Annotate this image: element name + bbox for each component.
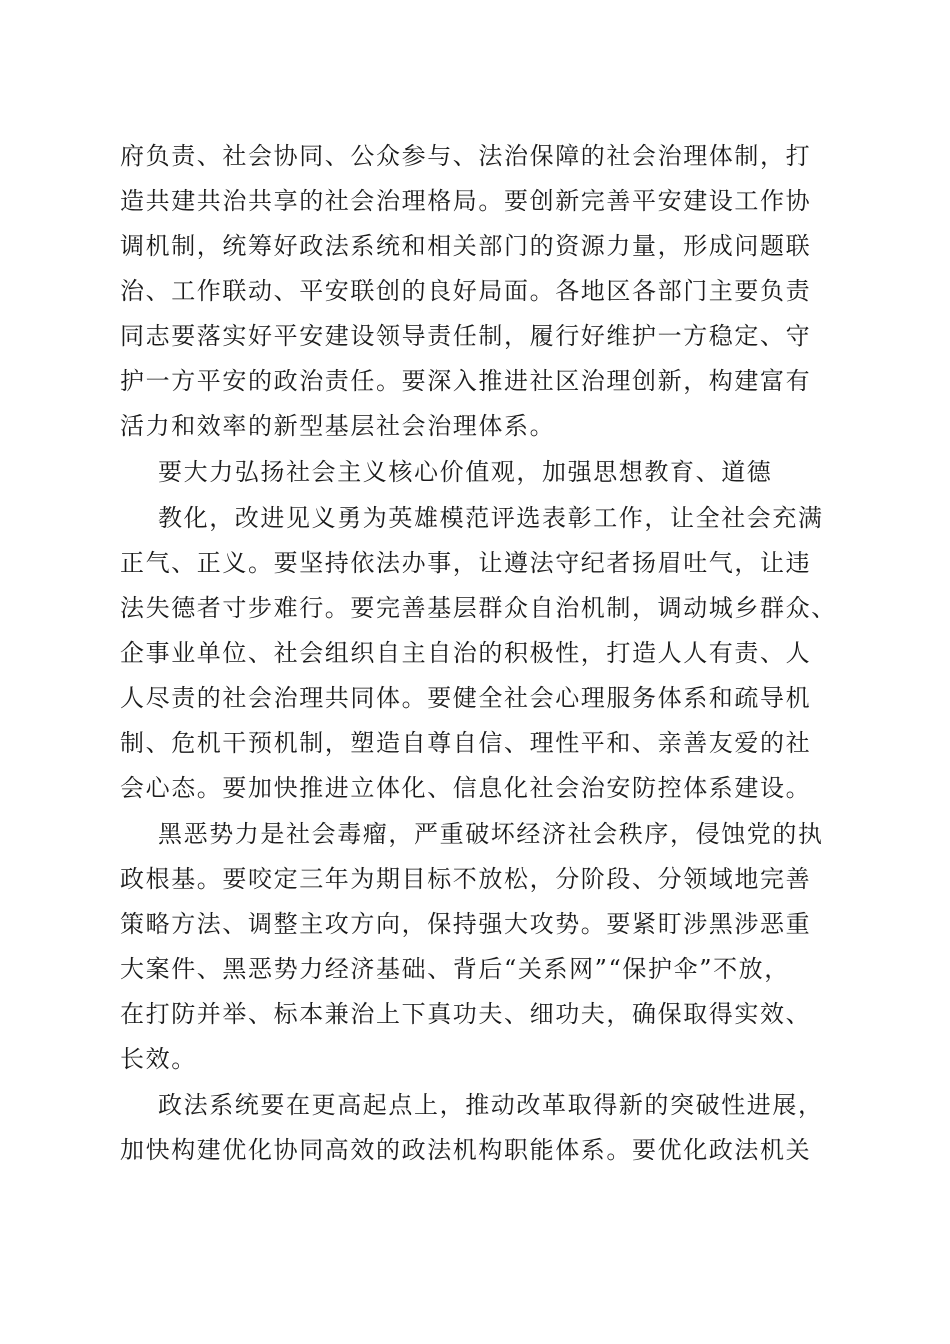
text-line: 大案件、黑恶势力经济基础、背后“关系网”“保护伞”不放， <box>120 955 790 983</box>
text-line: 正气、正义。要坚持依法办事，让遵法守纪者扬眉吐气，让违 <box>120 549 812 577</box>
text-line: 人尽责的社会治理共同体。要健全社会心理服务体系和疏导机 <box>120 684 812 712</box>
text-line: 活力和效率的新型基层社会治理体系。 <box>120 412 556 440</box>
text-line: 策略方法、调整主攻方向，保持强大攻势。要紧盯涉黑涉恶重 <box>120 910 812 938</box>
text-line: 治、工作联动、平安联创的良好局面。各地区各部门主要负责 <box>120 277 812 305</box>
text-line: 教化，改进见义勇为英雄模范评选表彰工作，让全社会充满 <box>158 504 824 532</box>
text-line: 政根基。要咬定三年为期目标不放松，分阶段、分领域地完善 <box>120 865 812 893</box>
text-line: 护一方平安的政治责任。要深入推进社区治理创新，构建富有 <box>120 367 812 395</box>
text-line: 调机制，统筹好政法系统和相关部门的资源力量，形成问题联 <box>120 232 812 260</box>
text-line: 同志要落实好平安建设领导责任制，履行好维护一方稳定、守 <box>120 322 812 350</box>
text-line: 造共建共治共享的社会治理格局。要创新完善平安建设工作协 <box>120 187 812 215</box>
paragraph-start-line: 要大力弘扬社会主义核心价值观，加强思想教育、道德 <box>158 458 773 486</box>
text-line: 会心态。要加快推进立体化、信息化社会治安防控体系建设。 <box>120 774 812 802</box>
text-line: 在打防并举、标本兼治上下真功夫、细功夫，确保取得实效、 <box>120 1000 812 1028</box>
text-line: 府负责、社会协同、公众参与、法治保障的社会治理体制，打 <box>120 142 812 170</box>
paragraph-start-line: 黑恶势力是社会毒瘤，严重破坏经济社会秩序，侵蚀党的执 <box>158 820 824 848</box>
text-line: 制、危机干预机制，塑造自尊自信、理性平和、亲善友爱的社 <box>120 729 812 757</box>
text-line: 加快构建优化协同高效的政法机构职能体系。要优化政法机关 <box>120 1136 812 1164</box>
text-line: 法失德者寸步难行。要完善基层群众自治机制，调动城乡群众、 <box>120 594 837 622</box>
text-line: 长效。 <box>120 1045 197 1073</box>
paragraph-start-line: 政法系统要在更高起点上，推动改革取得新的突破性进展， <box>158 1091 824 1119</box>
text-line: 企事业单位、社会组织自主自治的积极性，打造人人有责、人 <box>120 639 812 667</box>
